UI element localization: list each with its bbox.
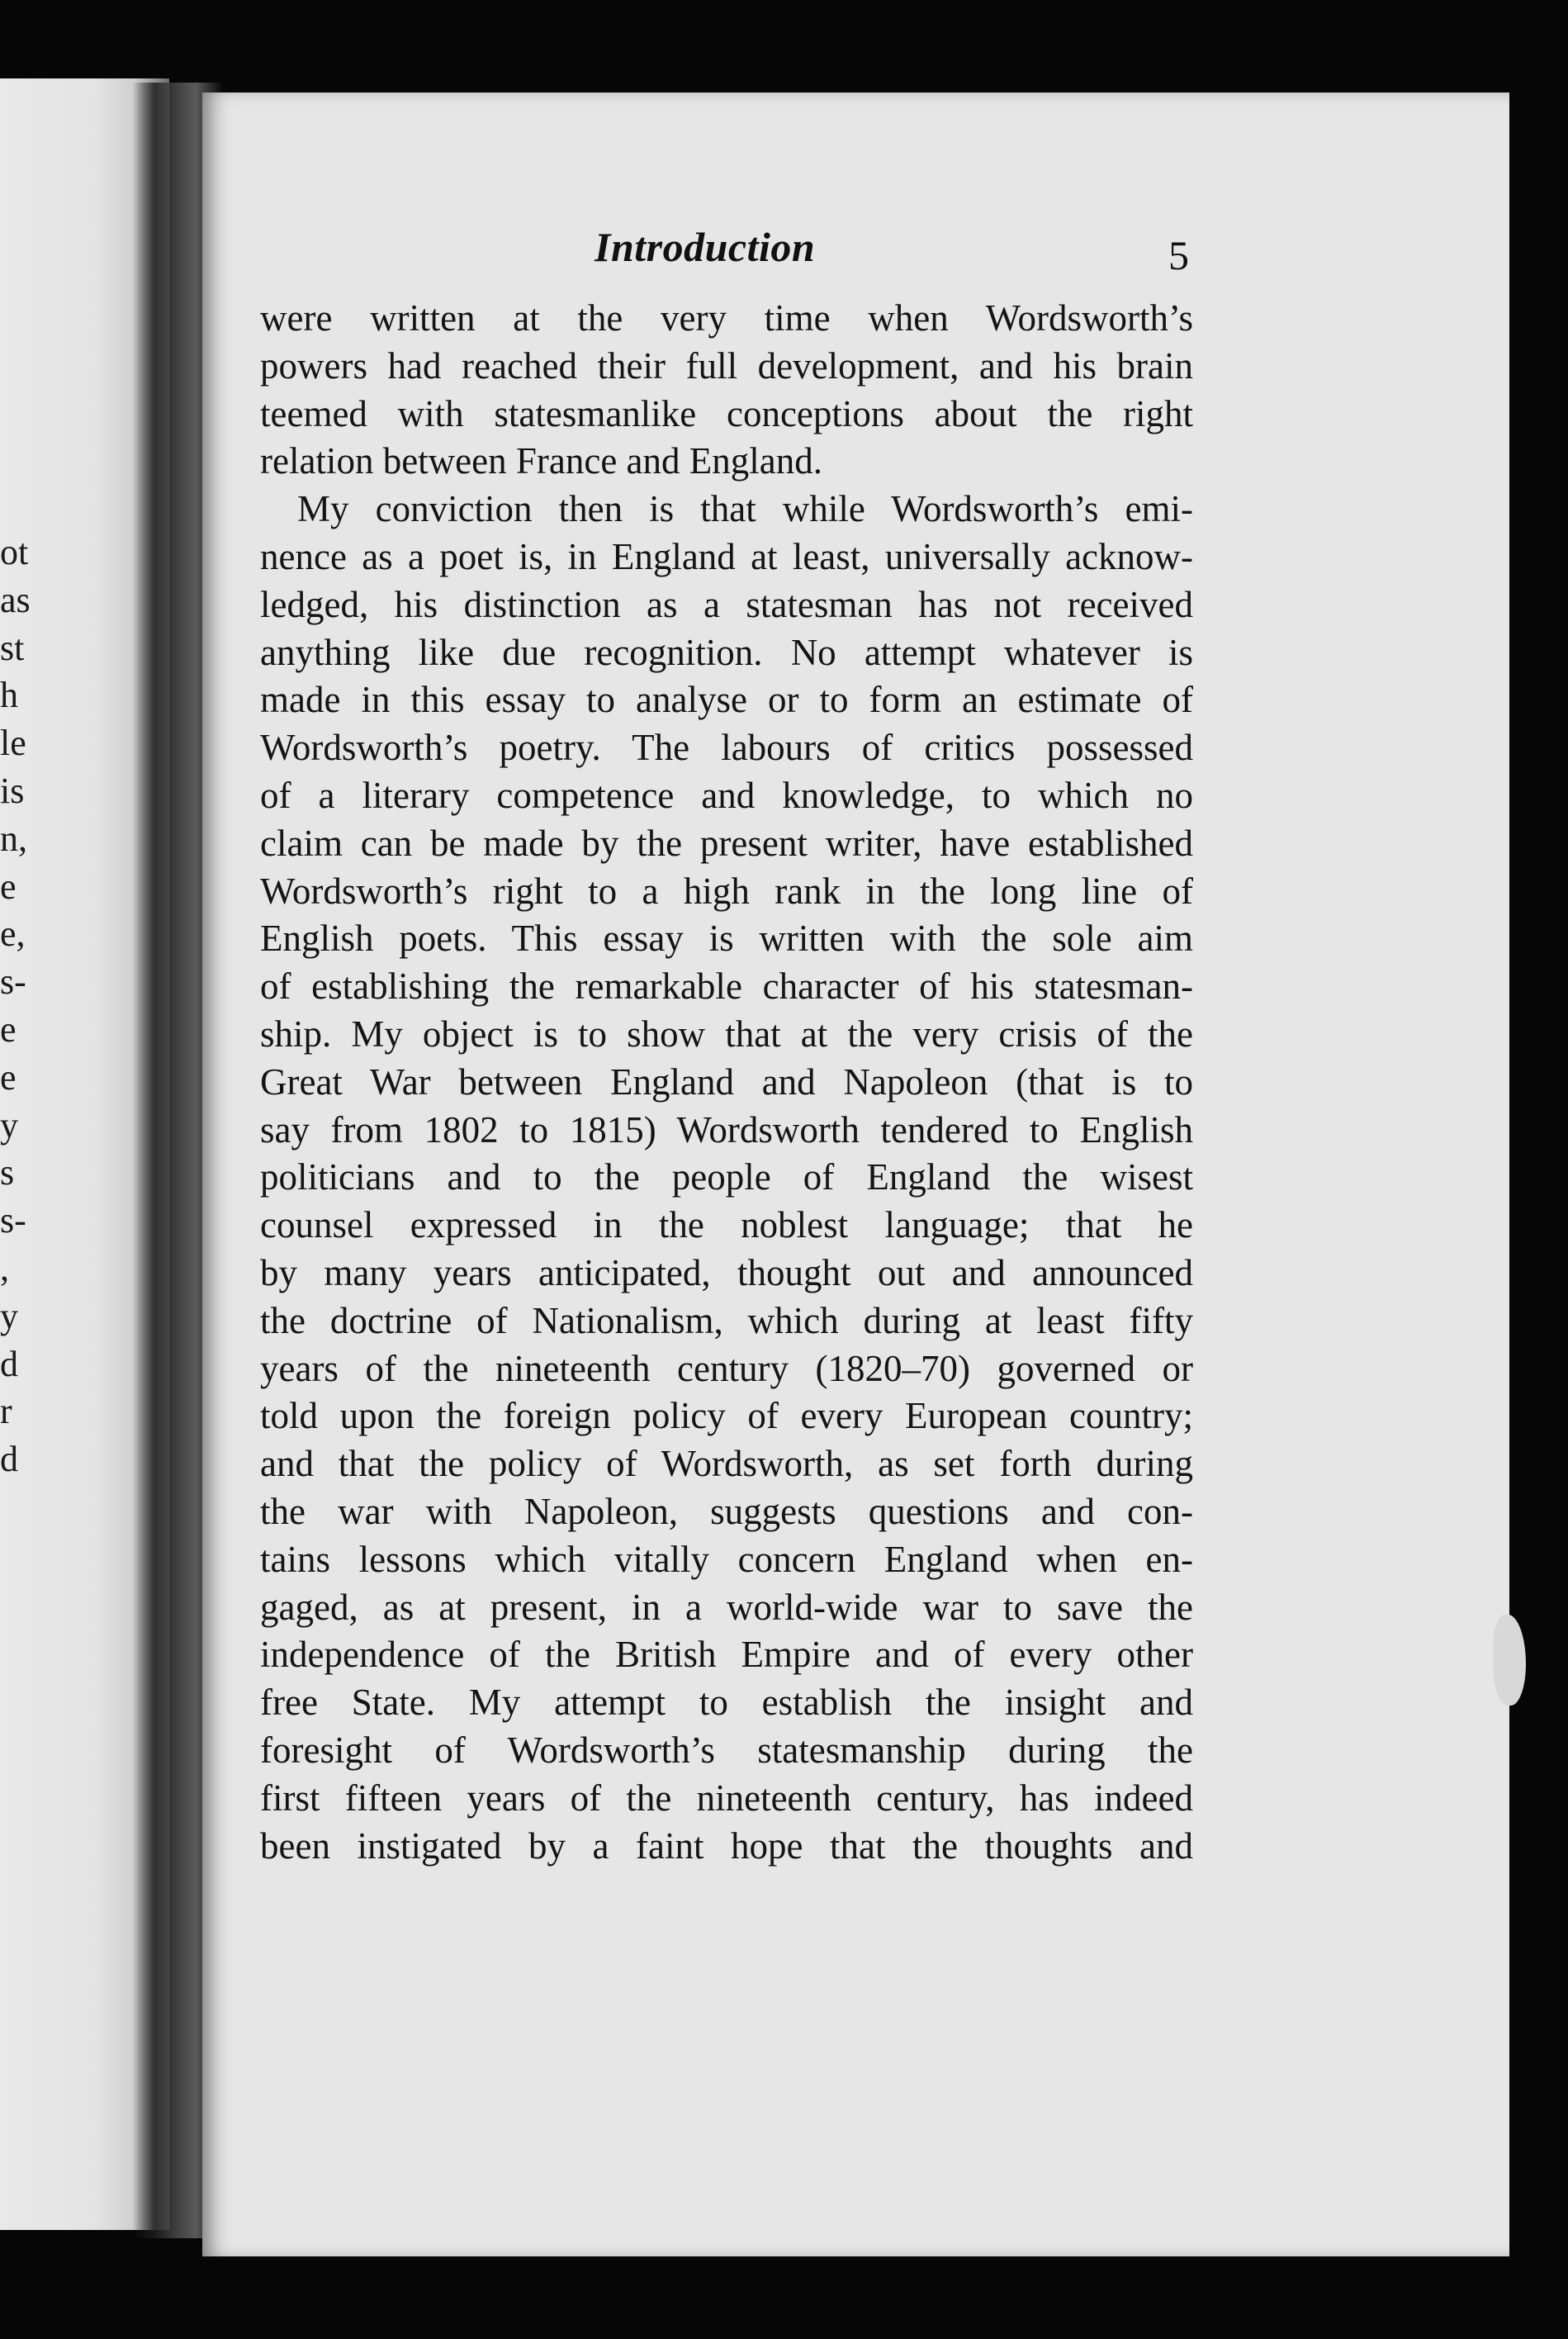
text-line: the doctrine of Nationalism, which during at least fifty [260, 1299, 1193, 1341]
body-text [260, 295, 1193, 1870]
text-line: powers had reached their full development, and his brain [260, 344, 1193, 387]
previous-page-fragment: is [0, 770, 25, 811]
text-line: been instigated by a faint hope that the thoughts and [260, 1824, 1193, 1867]
previous-page-fragment: st [0, 627, 25, 668]
text-line: told upon the foreign policy of every European country; [260, 1395, 1193, 1437]
text-line: made in this essay to analyse or to form an estimate of [260, 679, 1193, 721]
text-line: the war with Napoleon, suggests questions and con- [260, 1490, 1193, 1532]
text-line: ledged, his distinction as a statesman has not received [260, 583, 1193, 625]
text-line: Great War between England and Napoleon (that is to [260, 1060, 1193, 1103]
text-line: gaged, as at present, in a world-wide war to save the [260, 1586, 1193, 1628]
text-line: English poets. This essay is written with the sole aim [260, 918, 1193, 960]
text-line: say from 1802 to 1815) Wordsworth tendered to English [260, 1108, 1193, 1151]
text-line: My conviction then is that while Wordsworth’s emi- [297, 488, 1193, 530]
previous-page-fragment: d [0, 1439, 18, 1480]
text-line: nence as a poet is, in England at least, universally acknow- [260, 535, 1193, 577]
previous-page-fragment: d [0, 1343, 18, 1384]
text-line: anything like due recognition. No attempt whatever is [260, 631, 1193, 673]
running-head-title: Introduction [595, 224, 816, 270]
running-head [202, 223, 1509, 289]
text-line: of a literary competence and knowledge, to which no [260, 774, 1193, 816]
text-line: teemed with statesmanlike conceptions about the right [260, 392, 1193, 434]
page-number: 5 [1168, 232, 1189, 278]
previous-page-fragment: as [0, 579, 31, 620]
torn-edge-mark [1493, 1615, 1526, 1706]
text-line: years of the nineteenth century (1820–70) governed or [260, 1347, 1193, 1389]
previous-page-fragment: e [0, 1008, 17, 1050]
previous-page-fragment: le [0, 723, 26, 764]
text-line: free State. My attempt to establish the insight and [260, 1682, 1193, 1724]
previous-page-fragment: n, [0, 818, 27, 859]
previous-page-fragment: e [0, 866, 17, 907]
text-line: foresight of Wordsworth’s statesmanship during the [260, 1729, 1193, 1771]
previous-page-fragment: , [0, 1247, 9, 1288]
text-line: Wordsworth’s right to a high rank in the long line of [260, 870, 1193, 912]
previous-page-fragments [0, 529, 50, 1483]
previous-page-fragment: e [0, 1056, 17, 1098]
previous-page-fragment: h [0, 675, 18, 716]
text-line: counsel expressed in the noblest language; that he [260, 1204, 1193, 1246]
text-line: first fifteen years of the nineteenth century, has indeed [260, 1777, 1193, 1819]
previous-page-fragment: s- [0, 961, 26, 1003]
text-line: independence of the British Empire and of every other [260, 1634, 1193, 1676]
previous-page-fragment: y [0, 1104, 18, 1146]
previous-page-fragment: e, [0, 913, 26, 955]
text-line: and that the policy of Wordsworth, as set forth during [260, 1443, 1193, 1485]
text-line: claim can be made by the present writer, have established [260, 822, 1193, 864]
text-line: of establishing the remarkable character of his statesman- [260, 965, 1193, 1008]
text-line: ship. My object is to show that at the very crisis of the [260, 1013, 1193, 1055]
text-line: politicians and to the people of England the wisest [260, 1156, 1193, 1198]
previous-page-fragment: y [0, 1295, 18, 1336]
text-line: tains lessons which vitally concern England when en- [260, 1538, 1193, 1580]
previous-page-fragment: r [0, 1391, 12, 1432]
text-line: were written at the very time when Wordsworth’s [260, 297, 1193, 339]
previous-page-fragment: ot [0, 532, 29, 572]
previous-page-fragment: s [0, 1152, 15, 1193]
text-line: by many years anticipated, thought out and announced [260, 1251, 1193, 1293]
book-page [202, 93, 1509, 2256]
previous-page-fragment: s- [0, 1200, 26, 1241]
text-line: Wordsworth’s poetry. The labours of critics possessed [260, 727, 1193, 769]
text-line: relation between France and England. [260, 440, 822, 482]
